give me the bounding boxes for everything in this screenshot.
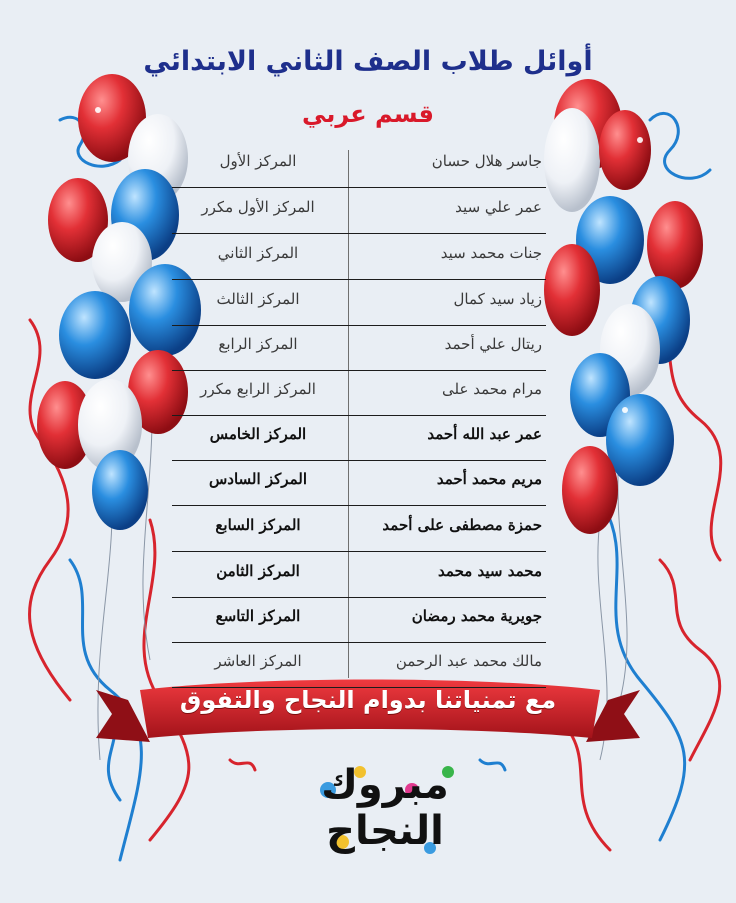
student-rank: المركز السابع [215, 516, 301, 534]
success-logo [290, 762, 480, 854]
table-row [172, 234, 546, 280]
table-row [172, 415, 546, 461]
logo-line-1: مبروك [321, 762, 449, 808]
page-title: أوائل طلاب الصف الثاني الابتدائي [143, 46, 593, 77]
student-name: محمد سيد محمد [438, 562, 542, 580]
student-name: جاسر هلال حسان [431, 152, 542, 170]
student-rank: المركز الثالث [216, 290, 300, 308]
student-name: مالك محمد عبد الرحمن [395, 652, 542, 670]
student-rank: المركز الأول مكرر [201, 198, 315, 216]
page-subtitle: قسم عربي [302, 100, 434, 128]
table-row [172, 142, 546, 188]
table-row [172, 280, 546, 326]
student-rank: المركز الرابع مكرر [200, 380, 316, 398]
student-name: جنات محمد سيد [440, 244, 542, 262]
logo-line-2: النجاح [326, 808, 444, 854]
table-row [172, 460, 546, 506]
table-row [172, 506, 546, 552]
student-rank: المركز الخامس [209, 425, 307, 443]
student-rank: المركز التاسع [215, 607, 301, 625]
table-row [172, 188, 546, 234]
table-row [172, 597, 546, 643]
student-name: عمر علي سيد [455, 198, 542, 216]
student-name: زياد سيد كمال [453, 290, 542, 308]
student-name: عمر عبد الله أحمد [427, 425, 542, 443]
student-name: ريتال علي أحمد [444, 335, 542, 353]
table-row [172, 370, 546, 416]
student-name: جويرية محمد رمضان [411, 607, 542, 625]
student-name: مريم محمد أحمد [436, 470, 542, 488]
student-rank: المركز السادس [208, 470, 307, 488]
student-name: مرام محمد على [442, 380, 542, 398]
table-row [172, 552, 546, 598]
congratulations-banner: مع تمنياتنا بدوام النجاح والتفوق [179, 686, 557, 714]
student-rank: المركز الأول [219, 152, 297, 170]
student-rank: المركز الثامن [216, 562, 300, 580]
table-row [172, 325, 546, 371]
student-rank: المركز الرابع [218, 335, 298, 353]
student-rank: المركز العاشر [214, 652, 302, 670]
honor-list-table [172, 142, 546, 678]
student-name: حمزة مصطفى على أحمد [382, 516, 542, 534]
table-row [172, 642, 546, 688]
student-rank: المركز الثاني [217, 244, 299, 262]
